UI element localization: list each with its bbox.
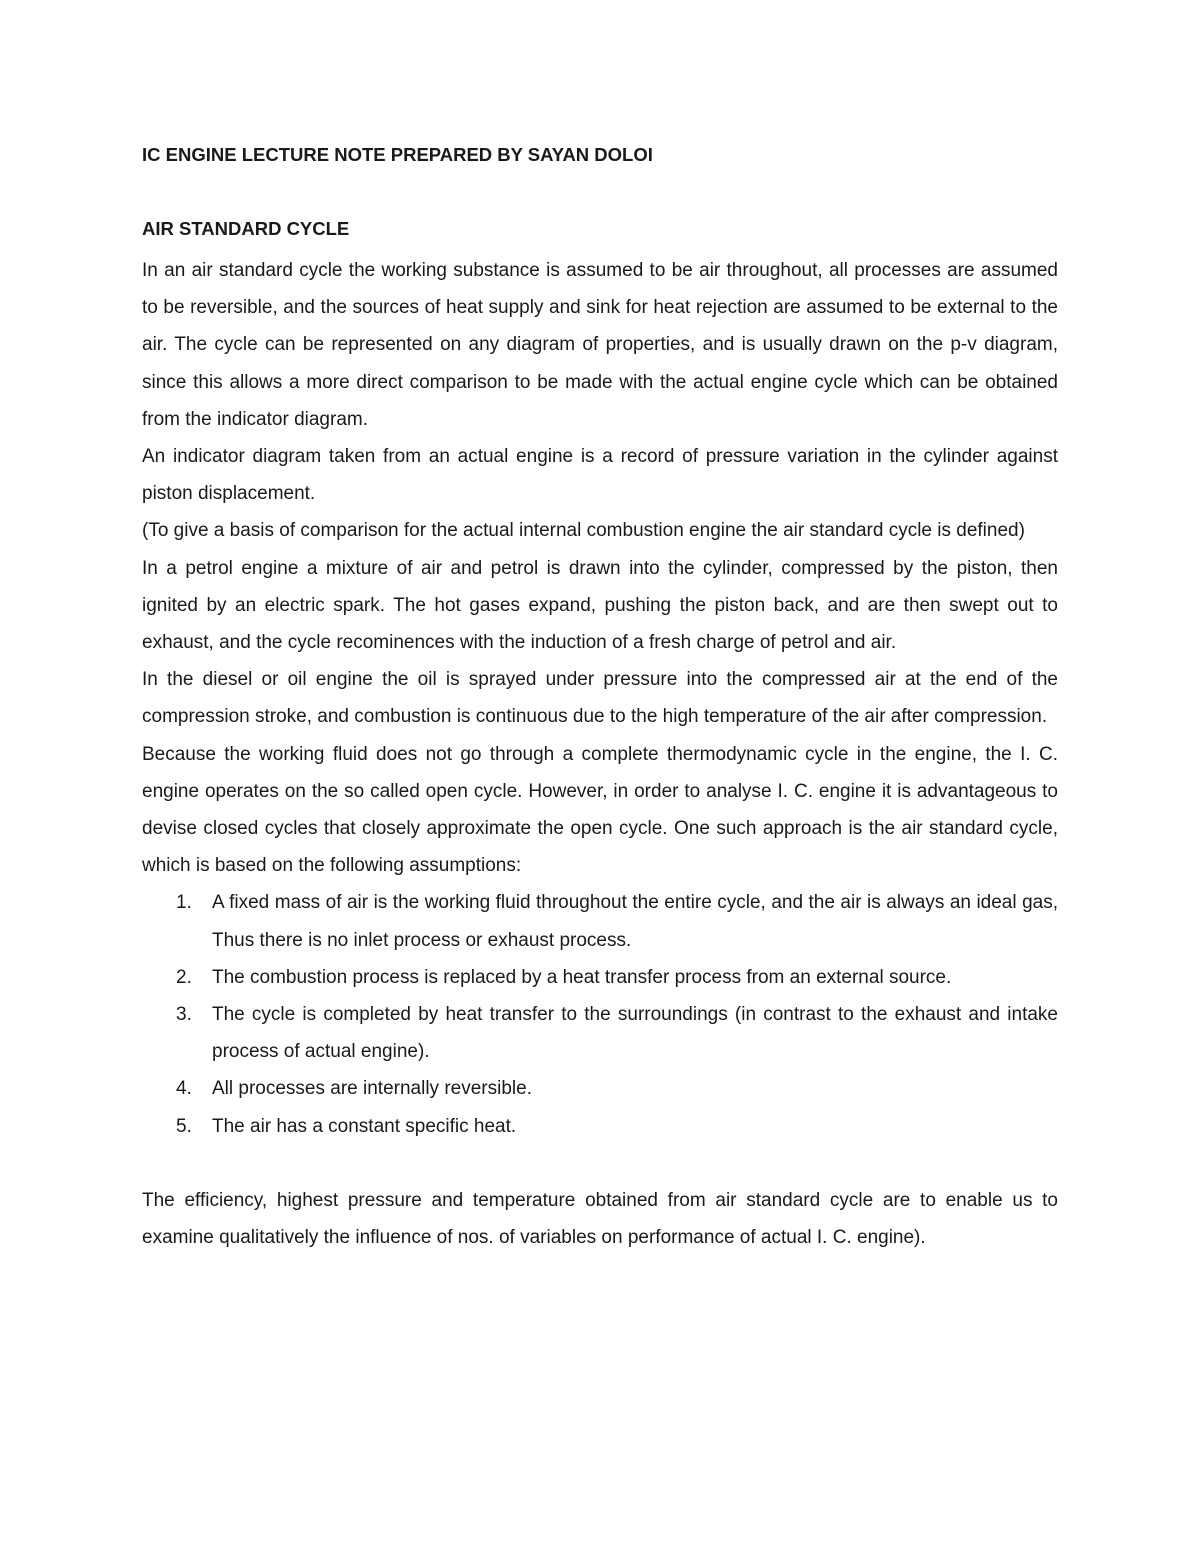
document-body [142, 215, 1058, 1256]
list-item [142, 959, 1058, 996]
list-item-number: 2. [176, 966, 192, 988]
paragraph-open-cycle: Because the working fluid does not go through a complete thermodynamic cycle in the engine, the I. C. engine operates on the so called open cycle. However, in order to analyse I. C. engine it is advantageous to devise closed cycles that closely approximate the open cycle. One such approach is the air standard cycle, which is based on the following assumptions: [142, 743, 1058, 877]
list-item-text: The combustion process is replaced by a heat transfer process from an external source. [212, 966, 952, 988]
list-item-text: A fixed mass of air is the working fluid throughout the entire cycle, and the air is always an ideal gas, Thus there is no inlet process or exhaust process. [212, 892, 1058, 951]
paragraph-basis-of-comparison: (To give a basis of comparison for the actual internal combustion engine the air standard cycle is defined) [142, 520, 1025, 542]
list-item-text: The air has a constant specific heat. [212, 1115, 517, 1137]
list-item-number: 5. [176, 1115, 192, 1137]
paragraph-diesel-engine: In the diesel or oil engine the oil is sprayed under pressure into the compressed air at the end of the compression stroke, and combustion is continuous due to the high temperature of the air after compression. [142, 669, 1058, 728]
list-item [142, 1070, 1058, 1107]
list-item-number: 3. [176, 1004, 192, 1026]
paragraph-indicator-diagram: An indicator diagram taken from an actual engine is a record of pressure variation in the cylinder against piston displacement. [142, 446, 1058, 505]
document-title: IC ENGINE LECTURE NOTE PREPARED BY SAYAN DOLOI [142, 144, 653, 165]
closing-paragraph: The efficiency, highest pressure and temperature obtained from air standard cycle are to enable us to examine qualitatively the influence of nos. of variables on performance of actual I. C. engine). [142, 1189, 1058, 1249]
list-item-text: All processes are internally reversible. [212, 1078, 532, 1100]
list-item-text: The cycle is completed by heat transfer to the surroundings (in contrast to the exhaust and intake process of actual engine). [212, 1004, 1058, 1063]
paragraph-air-standard-cycle-definition: In an air standard cycle the working substance is assumed to be air throughout, all processes are assumed to be reversible, and the sources of heat supply and sink for heat rejection are assumed to be external to the air. The cycle can be represented on any diagram of properties, and is usually drawn on the p-v diagram, since this allows a more direct comparison to be made with the actual engine cycle which can be obtained from the indicator diagram. [142, 260, 1058, 430]
list-item-number: 1. [176, 892, 192, 914]
list-item [142, 1108, 1058, 1145]
paragraph-petrol-engine: In a petrol engine a mixture of air and petrol is drawn into the cylinder, compressed by the piston, then ignited by an electric spark. The hot gases expand, pushing the piston back, and are then swept out to exhaust, and the cycle recominences with the induction of a fresh charge of petrol and air. [142, 557, 1058, 654]
list-item [142, 996, 1058, 1070]
list-item-number: 4. [176, 1078, 192, 1100]
paragraph-spacer [142, 1145, 1058, 1182]
section-heading: AIR STANDARD CYCLE [142, 218, 350, 239]
assumptions-list [142, 884, 1058, 1144]
list-item [142, 884, 1058, 958]
